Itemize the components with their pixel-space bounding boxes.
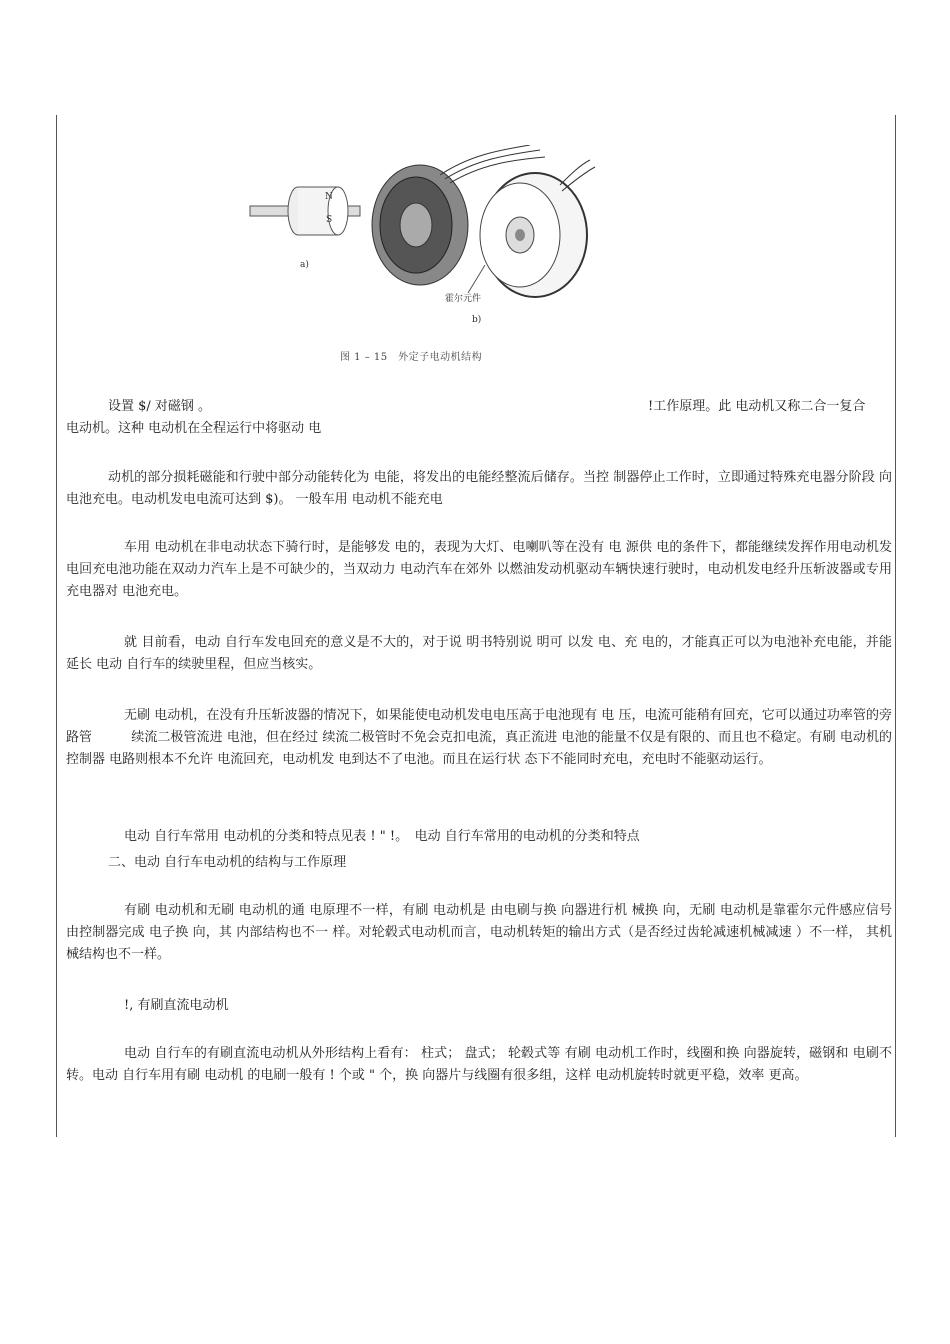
paragraph-4: 就 目前看，电动 自行车发电回充的意义是不大的，对于说 明书特别说 明可 以发 电、充 电的，才能真正可以为电池补充电能，并能延长 电动 自行车的续驶里程，但应当核实。 [66,635,892,672]
paragraph-5: 无刷 电动机，在没有升压斩波器的情况下，如果能使电动机发电电压高于电池现有 电 压，电流可能稍有回充，它可以通过功率管的旁路管 续流二极管流进 电池，但在经过 续流二极管时不免会克扣电流，真正流进 电池的能量不仅是有限的、而且也不稳定。有刷 电动机的控制器 电路则根本不允许 电流回充，电动机发 电到达不了电池。而且在运行状 态下不能同时充电，充电时不能驱动运行。 [66,708,892,767]
paragraph-1-line2: 电动机。这种 电动机在全程运行中将驱动 电 [66,421,322,436]
figure-caption: 图 1 – 15 外定子电动机结构 [340,352,483,363]
paragraph-1-left: 设置 $/ 对磁钢 。 [108,399,212,414]
paragraph-3: 车用 电动机在非电动状态下骑行时，是能够发 电的，表现为大灯、电喇叭等在没有 电 源供 电的条件下，都能继续发挥作用电动机发电回充电池功能在双动力汽车上是不可缺少的，当双动力 电动汽车在郊外 以燃油发动机驱动车辆快速行驶时，电动机发电经升压斩波器或专用充电器对 电池充电。 [66,540,892,599]
magnet-south-label: S [326,215,333,225]
paragraph-8: 有刷 电动机和无刷 电动机的通 电原理不一样，有刷 电动机是 由电刷与换 向器进行机 械换 向，无刷 电动机是靠霍尔元件感应信号 由控制器完成 电子换 向，其 内部结构也不一 样。对轮毂式电动机而言，电动机转矩的输出方式（是否经过齿轮减速机械减速 ）不一样， 其机械结构也不一样。 [66,903,892,962]
paragraph-2: 动机的部分损耗磁能和行驶中部分动能转化为 电能，将发出的电能经整流后储存。当控 制器停止工作时，立即通过特殊充电器分阶段 向电池充电。电动机发电电流可达到 $)。 一般车用 电动机不能充电 [66,470,892,507]
magnet-north-label: N [325,192,333,202]
motor-illustration [240,145,600,375]
hall-element-label: 霍尔元件 [445,294,482,304]
figure-a-label: a) [300,260,309,270]
paragraph-10: 电动 自行车的有刷直流电动机从外形结构上看有： 柱式； 盘式； 轮毂式等 有刷 电动机工作时，线圈和换 向器旋转，磁钢和 电刷不转。电动 自行车用有刷 电动机 的电刷一般有 ! 个或 " 个，换 向器片与线圈有很多组，这样 电动机旋转时就更平稳，效率 更高。 [66,1046,892,1083]
paragraph-1-right: !工作原理。此 电动机又称二合一复合 [648,399,866,414]
section-heading: 二、电动 自行车电动机的结构与工作原理 [108,855,347,870]
figure-b-label: b) [472,315,482,325]
subsection-heading: !, 有刷直流电动机 [124,998,229,1013]
motor-structure-figure [240,145,600,375]
paragraph-6: 电动 自行车常用 电动机的分类和特点见表 ! " !。 电动 自行车常用的电动机的分类和特点 [124,829,640,844]
